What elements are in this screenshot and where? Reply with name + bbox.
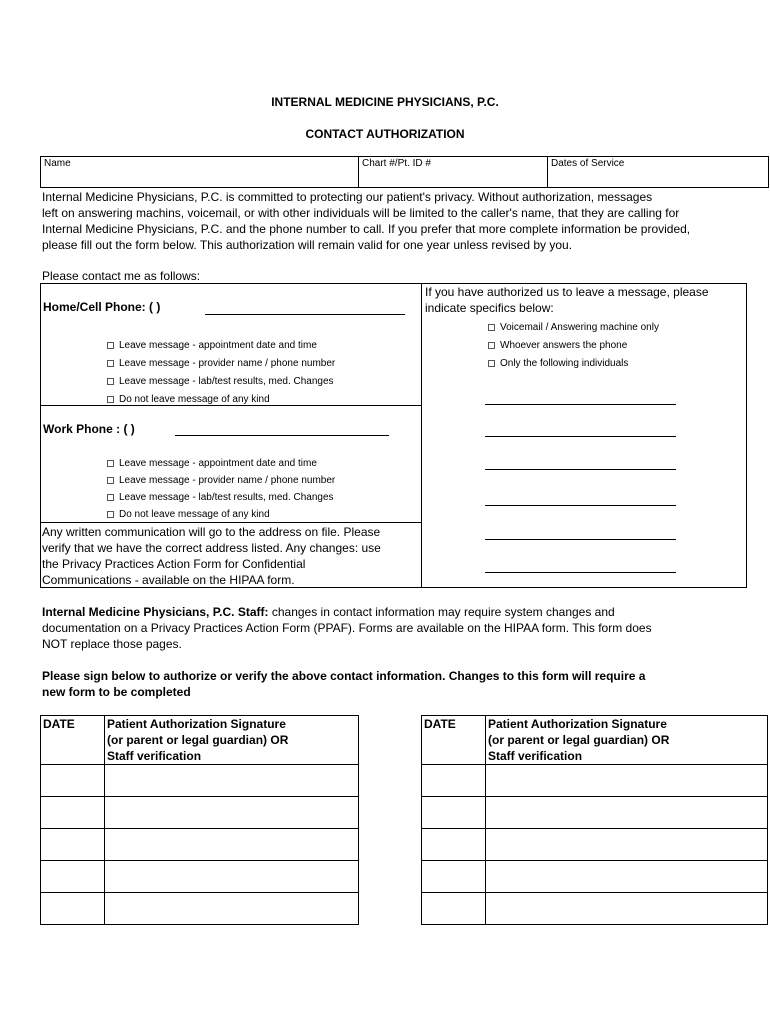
- work-option[interactable]: [107, 472, 335, 489]
- heading-line: indicate specifics below:: [425, 301, 554, 315]
- message-option[interactable]: [488, 354, 659, 372]
- signature-cell[interactable]: [486, 765, 768, 797]
- date-cell[interactable]: [422, 797, 486, 829]
- header-line: Patient Authorization Signature: [488, 717, 667, 731]
- header-line: Patient Authorization Signature: [107, 717, 286, 731]
- staff-note-line: [42, 604, 762, 620]
- work-phone-label: Work Phone : ( ): [43, 422, 135, 436]
- table-row: [422, 829, 768, 861]
- checkbox[interactable]: [107, 378, 114, 385]
- intro-line: please fill out the form below. This authorization will remain valid for one year unless revised by you.: [42, 238, 573, 252]
- staff-note-line: NOT replace those pages.: [42, 637, 182, 651]
- date-cell[interactable]: [41, 765, 105, 797]
- option-label: Leave message - provider name / phone number: [119, 357, 336, 369]
- option-label: Whoever answers the phone: [500, 339, 628, 351]
- note-line: Any written communication will go to the address on file. Please: [42, 525, 381, 539]
- page-title: CONTACT AUTHORIZATION: [305, 127, 465, 141]
- signature-header: [486, 716, 768, 765]
- date-cell[interactable]: [41, 797, 105, 829]
- date-cell[interactable]: [422, 829, 486, 861]
- option-label: Do not leave message of any kind: [119, 509, 270, 520]
- table-row: [41, 797, 359, 829]
- option-label: Leave message - provider name / phone number: [119, 475, 336, 486]
- home-option[interactable]: [107, 390, 335, 408]
- header-line: (or parent or legal guardian) OR: [107, 733, 289, 747]
- home-phone-options: [107, 336, 335, 408]
- signature-cell[interactable]: [105, 893, 359, 925]
- message-option[interactable]: [488, 336, 659, 354]
- option-label: Only the following individuals: [500, 357, 629, 369]
- home-option[interactable]: [107, 354, 335, 372]
- home-phone-input[interactable]: [205, 314, 405, 315]
- signature-cell[interactable]: [486, 797, 768, 829]
- note-line: verify that we have the correct address listed. Any changes: use: [42, 541, 381, 555]
- work-phone-input[interactable]: [175, 435, 389, 436]
- checkbox[interactable]: [488, 324, 495, 331]
- table-row: [41, 829, 359, 861]
- home-phone-label: Home/Cell Phone: ( ): [43, 300, 161, 314]
- option-label: Leave message - lab/test results, med. Changes: [119, 492, 334, 503]
- work-option[interactable]: [107, 455, 335, 472]
- checkbox[interactable]: [488, 342, 495, 349]
- individual-name-line[interactable]: [485, 436, 676, 437]
- staff-note: [42, 604, 762, 652]
- checkbox[interactable]: [107, 360, 114, 367]
- header-line: (or parent or legal guardian) OR: [488, 733, 670, 747]
- signature-cell[interactable]: [105, 765, 359, 797]
- sign-note: [42, 668, 762, 700]
- option-label: Leave message - appointment date and time: [119, 458, 317, 469]
- date-header: DATE: [41, 716, 105, 765]
- staff-note-line: documentation on a Privacy Practices Action Form (PPAF). Forms are available on the HIPAA form. This form does: [42, 621, 652, 635]
- signature-cell[interactable]: [105, 829, 359, 861]
- table-row: [41, 765, 359, 797]
- table-row: [422, 765, 768, 797]
- name-field[interactable]: [41, 157, 360, 188]
- work-option[interactable]: [107, 506, 335, 523]
- name-field-label: Name: [44, 158, 71, 169]
- sign-note-line: new form to be completed: [42, 685, 191, 699]
- right-panel-options: [488, 318, 659, 372]
- individual-name-line[interactable]: [485, 404, 676, 405]
- date-header: DATE: [422, 716, 486, 765]
- table-row: [422, 861, 768, 893]
- dates-of-service-field[interactable]: [548, 157, 770, 188]
- checkbox[interactable]: [107, 477, 114, 484]
- sign-note-line: Please sign below to authorize or verify the above contact information. Changes to this form will require a: [42, 669, 646, 683]
- signature-table-left: [40, 715, 359, 925]
- checkbox[interactable]: [107, 494, 114, 501]
- intro-line: Internal Medicine Physicians, P.C. and the phone number to call. If you prefer that more complete information be provided,: [42, 222, 691, 236]
- option-label: Voicemail / Answering machine only: [500, 321, 659, 333]
- date-cell[interactable]: [41, 861, 105, 893]
- signature-cell[interactable]: [486, 893, 768, 925]
- staff-note-bold: Internal Medicine Physicians, P.C. Staff:: [42, 605, 269, 619]
- chart-id-field[interactable]: [359, 157, 549, 188]
- table-header-row: [422, 716, 768, 765]
- signature-cell[interactable]: [105, 861, 359, 893]
- org-title: INTERNAL MEDICINE PHYSICIANS, P.C.: [271, 95, 499, 109]
- intro-paragraph: [42, 189, 762, 253]
- work-option[interactable]: [107, 489, 335, 506]
- individual-name-line[interactable]: [485, 539, 676, 540]
- checkbox[interactable]: [107, 511, 114, 518]
- checkbox[interactable]: [488, 360, 495, 367]
- individual-name-line[interactable]: [485, 469, 676, 470]
- table-row: [422, 893, 768, 925]
- heading-line: If you have authorized us to leave a message, please: [425, 285, 709, 299]
- date-cell[interactable]: [41, 893, 105, 925]
- table-row: [422, 797, 768, 829]
- home-option[interactable]: [107, 336, 335, 354]
- checkbox[interactable]: [107, 342, 114, 349]
- signature-cell[interactable]: [105, 797, 359, 829]
- note-line: Communications - available on the HIPAA form.: [42, 573, 295, 587]
- date-cell[interactable]: [422, 765, 486, 797]
- signature-table-right: [421, 715, 768, 925]
- signature-cell[interactable]: [486, 861, 768, 893]
- individual-name-line[interactable]: [485, 505, 676, 506]
- intro-line: left on answering machins, voicemail, or with other individuals will be limited to the caller's name, that they are calling for: [42, 206, 680, 220]
- divider: [421, 283, 422, 588]
- right-panel-heading: [425, 284, 745, 316]
- intro-line: Internal Medicine Physicians, P.C. is committed to protecting our patient's privacy. Without authorization, messages: [42, 190, 653, 204]
- checkbox[interactable]: [107, 396, 114, 403]
- option-label: Leave message - appointment date and time: [119, 339, 317, 351]
- checkbox[interactable]: [107, 460, 114, 467]
- written-comm-note: [42, 524, 420, 588]
- dates-of-service-label: Dates of Service: [551, 158, 625, 169]
- date-cell[interactable]: [422, 893, 486, 925]
- table-row: [41, 861, 359, 893]
- date-cell[interactable]: [41, 829, 105, 861]
- signature-cell[interactable]: [486, 829, 768, 861]
- option-label: Do not leave message of any kind: [119, 393, 270, 405]
- table-header-row: [41, 716, 359, 765]
- note-line: the Privacy Practices Action Form for Confidential: [42, 557, 306, 571]
- individual-name-line[interactable]: [485, 572, 676, 573]
- table-row: [41, 893, 359, 925]
- work-phone-options: [107, 455, 335, 523]
- date-cell[interactable]: [422, 861, 486, 893]
- option-label: Leave message - lab/test results, med. Changes: [119, 375, 334, 387]
- header-line: Staff verification: [107, 749, 202, 763]
- home-option[interactable]: [107, 372, 335, 390]
- message-option[interactable]: [488, 318, 659, 336]
- signature-header: [105, 716, 359, 765]
- contact-prompt: Please contact me as follows:: [42, 269, 201, 283]
- chart-id-label: Chart #/Pt. ID #: [362, 158, 431, 169]
- staff-note-text: changes in contact information may require system changes and: [268, 605, 615, 619]
- header-line: Staff verification: [488, 749, 583, 763]
